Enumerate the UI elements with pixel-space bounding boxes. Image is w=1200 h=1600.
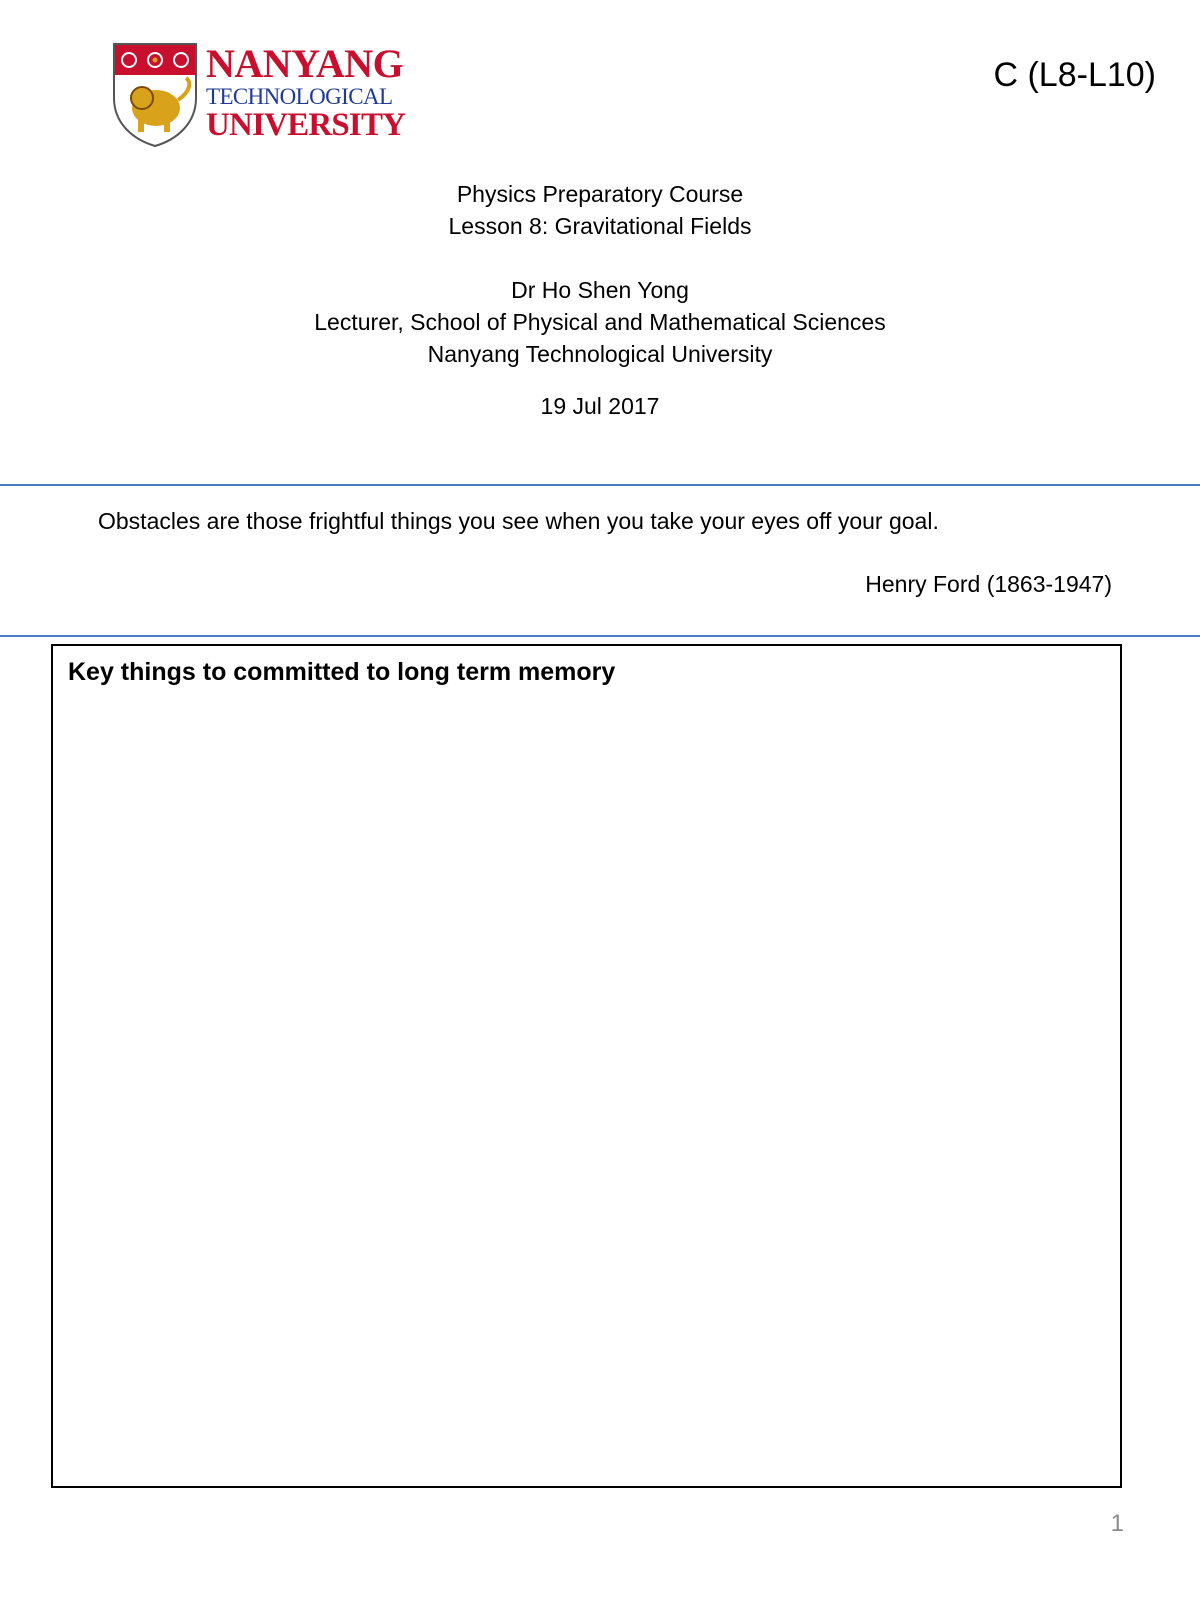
- university-crest-icon: [112, 42, 198, 148]
- lecturer-name: Dr Ho Shen Yong: [511, 277, 689, 303]
- memory-notes-box[interactable]: [51, 644, 1122, 1488]
- page-number: 1: [1110, 1510, 1124, 1537]
- logo-line-technological: TECHNOLOGICAL: [206, 84, 393, 109]
- lesson-code-label: C (L8-L10): [993, 56, 1156, 94]
- quote-author: Henry Ford (1863-1947): [865, 571, 1112, 597]
- institution-name: Nanyang Technological University: [427, 341, 773, 367]
- ntu-logo: [112, 40, 412, 152]
- logo-line-nanyang: NANYANG: [206, 41, 404, 86]
- lecture-date: 19 Jul 2017: [540, 393, 660, 419]
- lecturer-role: Lecturer, School of Physical and Mathematical Sciences: [314, 309, 886, 335]
- lesson-title: Lesson 8: Gravitational Fields: [448, 213, 752, 239]
- logo-line-university: UNIVERSITY: [206, 107, 406, 143]
- quote-bottom-divider: [0, 635, 1200, 637]
- memory-box-heading: Key things to committed to long term memory: [68, 658, 616, 686]
- course-title: Physics Preparatory Course: [456, 181, 744, 207]
- quote-top-divider: [0, 484, 1200, 486]
- quote-text: Obstacles are those frightful things you see when you take your eyes off your goal.: [98, 508, 939, 534]
- title-block: [0, 178, 1200, 422]
